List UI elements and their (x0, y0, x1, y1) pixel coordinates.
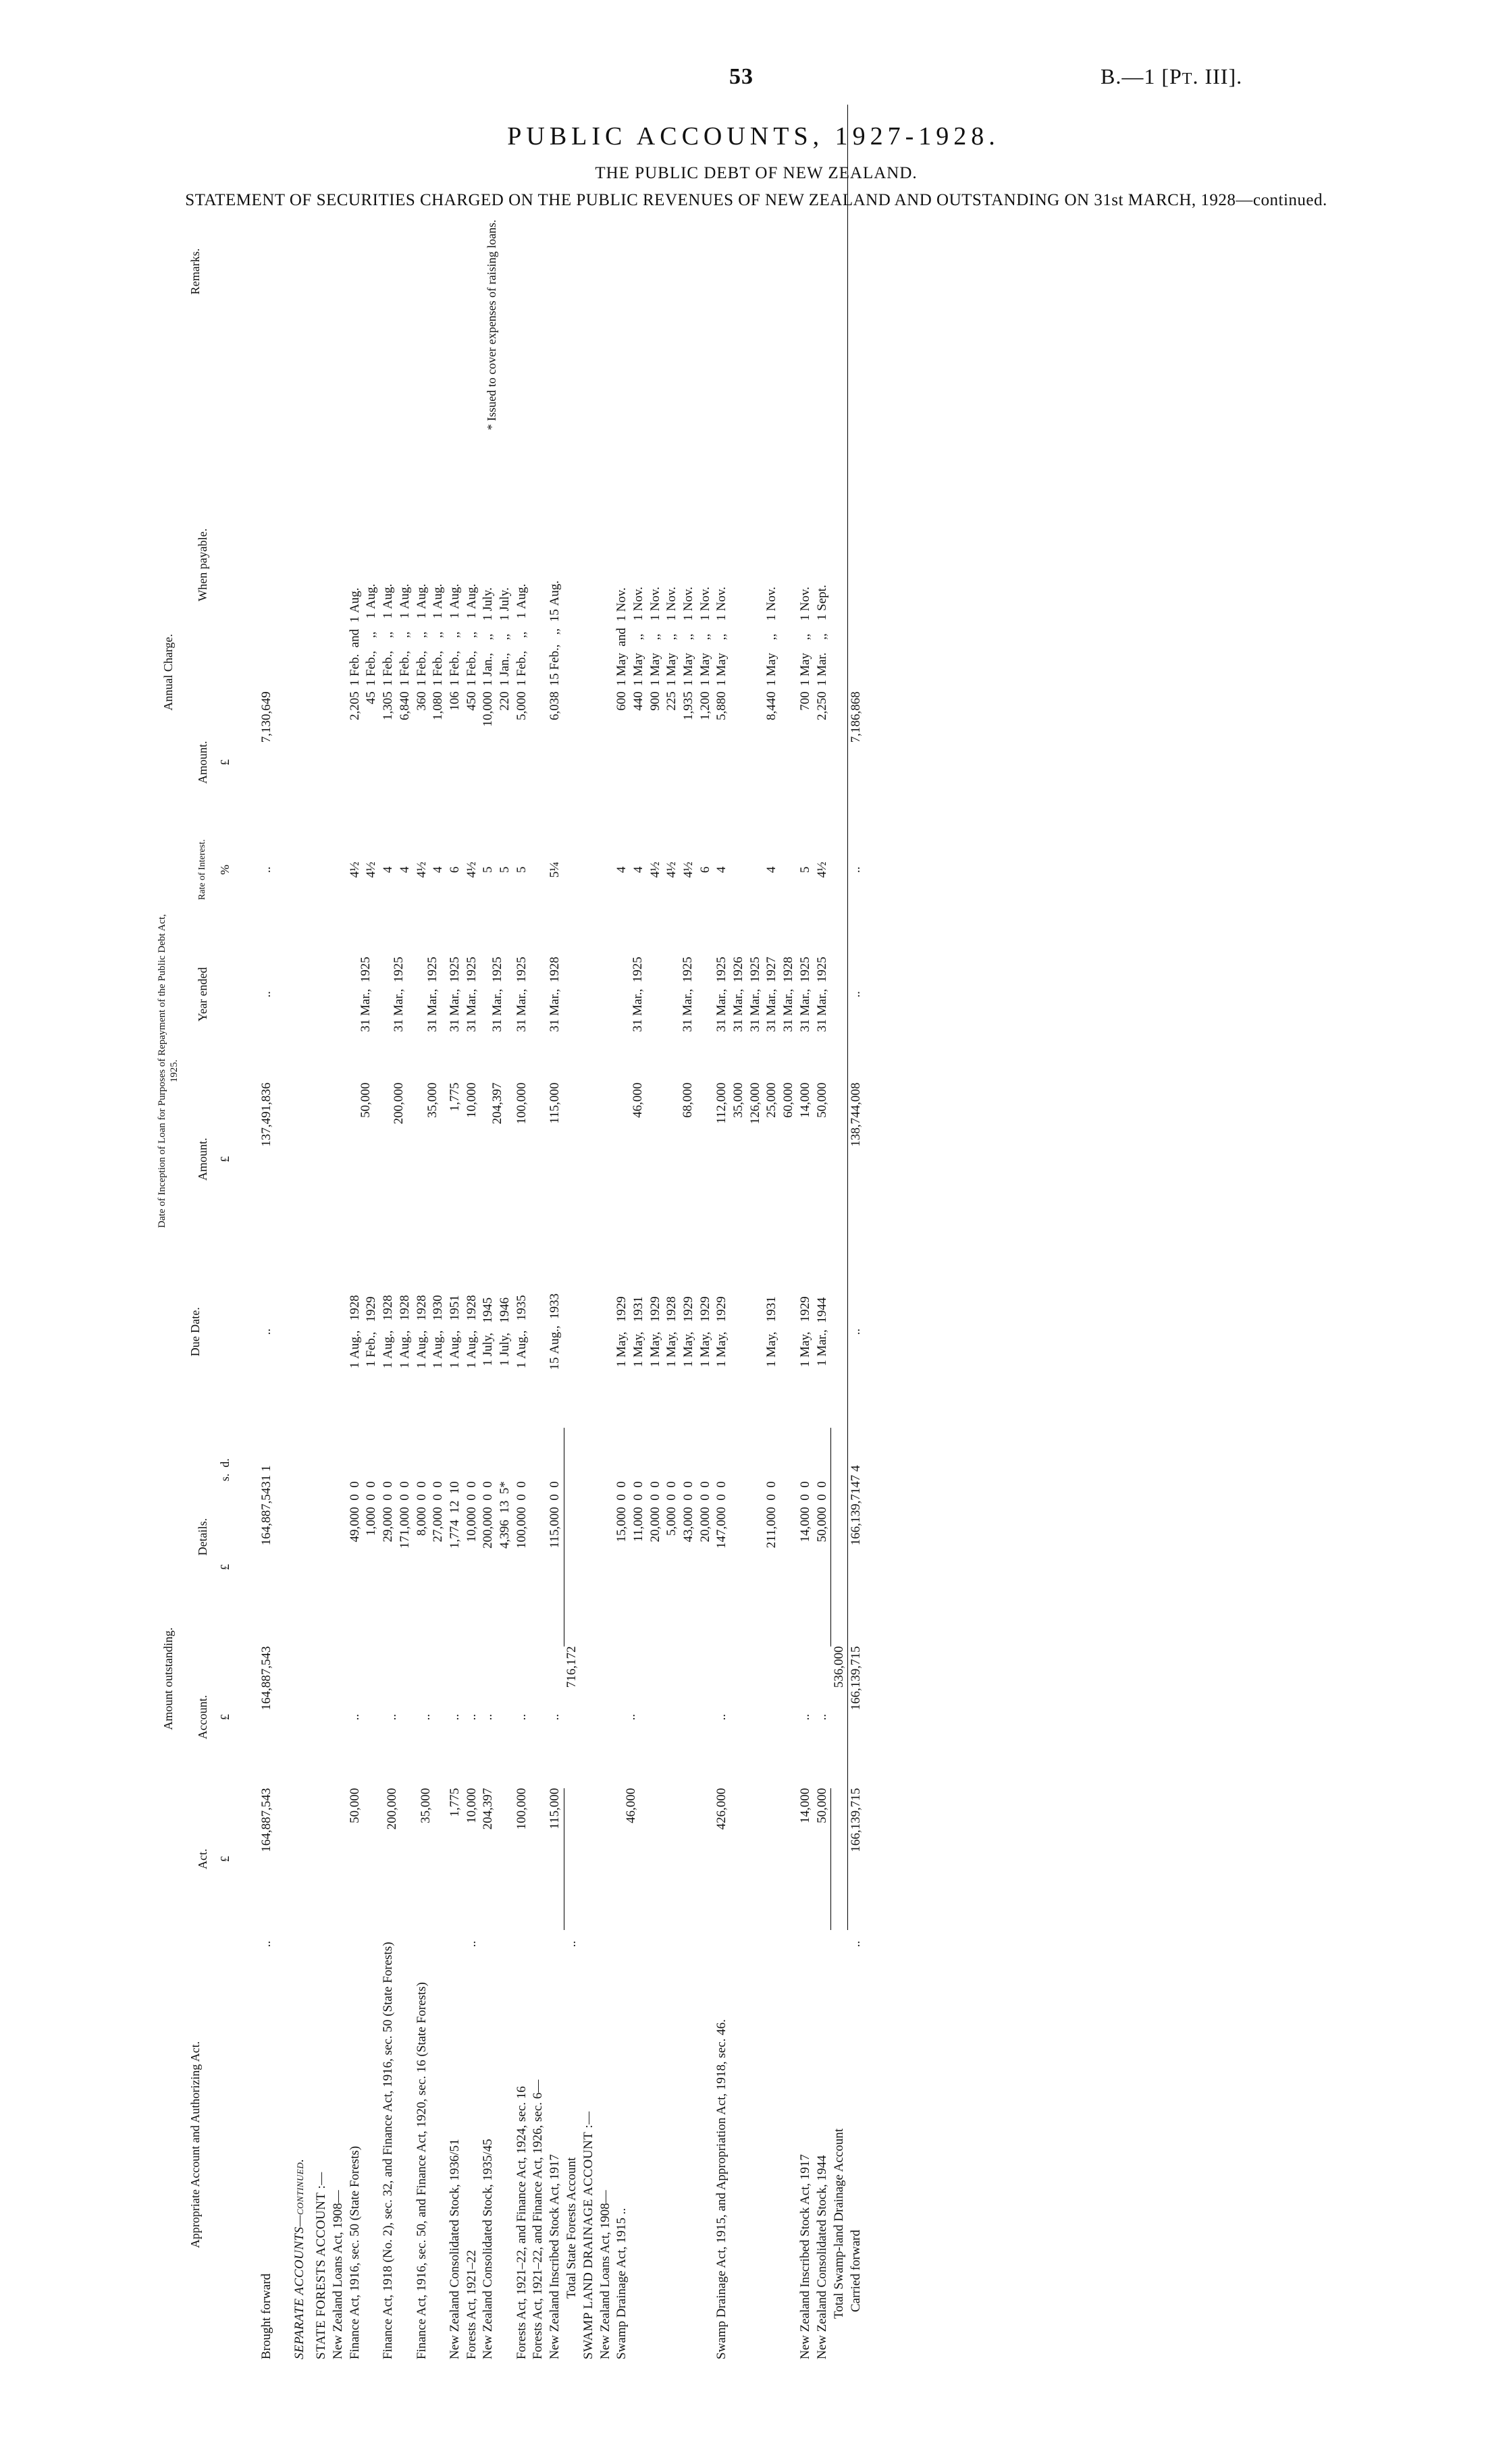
cell-account: .. (797, 1713, 812, 1721)
cell-inception-amount: 115,000 (548, 1082, 562, 1124)
cell-due-date: 1 Aug., 1928 1 Feb., 1929 (347, 1295, 379, 1369)
row-label: New Zealand Consolidated Stock, 1936/51 (447, 2139, 462, 2359)
cell-when-payable (848, 438, 865, 691)
cell-remarks (259, 105, 275, 438)
cell-charge: 1,305 6,840 (381, 691, 412, 720)
cell-charge: 600 440 900 (614, 691, 662, 711)
cell-charge: 106 (447, 691, 462, 711)
unit-inception-pound: £ (218, 1156, 232, 1162)
cell-act-total (564, 1788, 581, 1930)
header-inception-amount: Amount. (195, 1137, 209, 1181)
header-date-inception: Date of Inception of Loan for Purposes of Repayment of the Public Debt Act, 1925. (157, 914, 180, 1228)
table-row (514, 105, 531, 2359)
cell-account: .. (624, 1713, 639, 1721)
cell-charge: 7,130,649 (259, 691, 273, 743)
unit-details-sd: s. d. (218, 1458, 232, 1482)
cell-inception-amount: 1,775 (447, 1082, 462, 1112)
cell-account: .. (548, 1713, 562, 1721)
row-dots: .. (259, 1940, 273, 1948)
footnote-remark: * Issued to cover expenses of raising loans. (485, 219, 499, 431)
unit-year-blank (218, 906, 241, 1082)
cell-inception-amount: 68,000 (681, 1082, 695, 1118)
cell-due-date: 1 May, 1929 (714, 1296, 729, 1368)
cell-details: 15,000 0 0 11,000 0 0 20,000 0 0 (614, 1481, 662, 1543)
cell-rate: 4 (764, 866, 779, 874)
subhead-row (530, 105, 547, 2359)
cell-due-date: 1 Aug., 1951 (447, 1295, 462, 1369)
table-spacer-row-2 (275, 105, 292, 2359)
cell-rate: 4½ (814, 861, 829, 878)
cell-act: 204,397 (481, 1788, 496, 1830)
row-label: Swamp Drainage Act, 1915, and Appropriation Act, 1918, sec. 46. (714, 2019, 729, 2359)
cell-year-ended: 31 Mar., 1927 31 Mar., 1928 (764, 957, 796, 1032)
cell-year-ended: .. (848, 906, 865, 1082)
unit-charge-pound: £ (218, 759, 232, 766)
cell-rate: 6 (447, 866, 462, 874)
subhead-nz-loans-1908-b: New Zealand Loans Act, 1908— (598, 2190, 612, 2359)
document-subtitle: THE PUBLIC DEBT OF NEW ZEALAND. (595, 164, 918, 182)
cell-details: 8,000 0 0 27,000 0 0 (414, 1481, 446, 1543)
table-row (614, 105, 664, 2359)
cell-when-payable: 1 May and 1 Nov. 1 May ,, 1 Nov. 1 May ,, 1 Nov. (614, 587, 662, 687)
cell-charge: 225 1,935 1,200 (664, 691, 712, 720)
cell-year-ended: 31 Mar., 1925 (464, 957, 479, 1032)
row-label: New Zealand Consolidated Stock, 1944 (814, 2155, 829, 2359)
row-label (564, 1930, 581, 2359)
unit-when-blank (218, 438, 241, 691)
cell-due-date: 1 Aug., 1928 1 Aug., 1928 (381, 1295, 412, 1369)
cell-account-total: 716,172 (564, 1646, 579, 1688)
cell-when-payable: 1 Feb., ,, 1 Aug. (514, 583, 529, 687)
cell-year-ended: 31 Mar., 1925 31 Mar., 1926 31 Mar., 1925 (714, 957, 762, 1032)
cell-year-ended: 31 Mar., 1925 (814, 957, 829, 1032)
total-row (831, 105, 848, 2359)
cell-account: 166,139,715 (848, 1646, 865, 1788)
row-label: Finance Act, 1916, sec. 50, and Finance Act, 1920, sec. 16 (State Forests) (414, 1982, 429, 2359)
cell-details: 5,000 0 0 43,000 0 0 20,000 0 0 (664, 1481, 712, 1543)
cell-account: .. (347, 1713, 362, 1721)
section-heading-row (308, 105, 330, 2359)
cell-when-payable: 1 May ,, 1 Nov. 1 May ,, 1 Nov. 1 May ,, 1 Nov. (664, 587, 712, 687)
cell-year-ended: 31 Mar., 1925 (631, 957, 645, 1032)
section-heading-row (581, 105, 598, 2359)
cell-rate: 4 (714, 866, 729, 874)
cell-rate: 4½ (464, 861, 479, 878)
statement-heading: STATEMENT OF SECURITIES CHARGED ON THE PUBLIC REVENUES OF NEW ZEALAND AND OUTSTANDING ON 31st MARCH, 1928—continued. (185, 191, 1327, 209)
cell-account: .. (514, 1713, 529, 1721)
cell-act: 115,000 (548, 1788, 562, 1829)
cell-rate: 4½ 4½ 6 (664, 861, 712, 878)
cell-year-ended: 31 Mar., 1925 (358, 957, 373, 1032)
cell-charge: 2,205 45 (347, 691, 379, 720)
cell-when-payable: 1 Feb., ,, 1 Aug. (447, 583, 462, 687)
row-label (259, 1930, 275, 2359)
cell-details: 100,000 0 0 (514, 1481, 529, 1549)
table-row (764, 105, 797, 2359)
cell-account: .. (714, 1713, 729, 1721)
cell-rate: 4 4 4½ (614, 861, 662, 878)
cell-charge: 450 (464, 691, 479, 711)
total-row (564, 105, 581, 2359)
cell-details: 29,000 0 0 171,000 0 0 (381, 1481, 412, 1549)
table-row (447, 105, 464, 2359)
cell-rate: 5 5 (481, 866, 512, 874)
header-act: Act. (195, 1848, 209, 1869)
table-row (797, 105, 814, 2359)
cell-details: 166,139,714 (848, 1481, 865, 1646)
cell-when-payable: 1 May ,, 1 Nov. (797, 587, 812, 687)
header-due-date: Due Date. (188, 1307, 202, 1357)
cell-rate: 5 (514, 866, 529, 874)
cell-due-date: 1 Mar., 1944 (814, 1297, 829, 1366)
cell-act: 14,000 (797, 1788, 812, 1823)
row-label: New Zealand Consolidated Stock, 1935/45 (481, 2139, 496, 2359)
cell-inception-amount: 112,000 35,000 126,000 (714, 1082, 762, 1125)
cell-inception-amount: 25,000 60,000 (764, 1082, 796, 1118)
cell-inception-amount: 10,000 (464, 1082, 479, 1118)
table-spacer-row (241, 105, 259, 2359)
cell-act: 50,000 (347, 1788, 362, 1823)
cell-rate: .. (848, 833, 865, 906)
cell-due-date: 1 Aug., 1935 (514, 1295, 529, 1369)
row-label-text: Carried forward (848, 2230, 863, 2312)
table-row (347, 105, 380, 2359)
row-label: New Zealand Inscribed Stock Act, 1917 (797, 2154, 812, 2359)
cell-charge: 5,880 (714, 691, 729, 720)
cell-rate: 4 4 (381, 866, 412, 874)
cell-act: 50,000 (814, 1788, 829, 1823)
row-label-text: Brought forward (259, 2273, 273, 2359)
cell-when-payable: 15 Feb., ,, 15 Aug. (548, 580, 562, 687)
table-row (814, 105, 831, 2359)
cell-details: 115,000 0 0 (548, 1481, 562, 1549)
cell-when-payable: 1 Feb., ,, 1 Aug. 1 Feb., ,, 1 Aug. (381, 583, 412, 687)
cell-account: 164,887,543 (259, 1646, 273, 1711)
cell-account: .. (447, 1713, 462, 1721)
cell-inception-amount: 50,000 (358, 1082, 373, 1118)
cell-inception-amount: 50,000 (814, 1082, 829, 1118)
cell-when-payable: 1 Feb. and 1 Aug. 1 Feb., ,, 1 Aug. (347, 583, 379, 687)
subhead-row (598, 105, 614, 2359)
cell-inception-amount: 35,000 (425, 1082, 440, 1118)
section-state-forests: STATE FORESTS ACCOUNT :— (314, 2172, 329, 2359)
cell-year-ended: 31 Mar., 1928 (548, 957, 562, 1032)
cell-due-date: 1 Aug., 1928 1 Aug., 1930 (414, 1295, 446, 1369)
cell-act: 164,887,543 (259, 1788, 273, 1852)
header-rate-of-interest: Rate of Interest. (197, 839, 208, 901)
cell-account: .. (481, 1713, 496, 1721)
cell-account: .. (418, 1713, 433, 1721)
cell-charge: 10,000 220 (481, 691, 512, 727)
subhead-nz-loans-1908: New Zealand Loans Act, 1908— (331, 2190, 346, 2359)
cell-year-ended: 31 Mar., 1925 (447, 957, 462, 1032)
subhead-row (330, 105, 347, 2359)
cell-year-ended: .. (259, 991, 273, 998)
cell-when-payable: 1 Feb., ,, 1 Aug. (464, 583, 479, 687)
table-header-group-row (149, 105, 187, 2359)
cell-inception-amount: 14,000 (797, 1082, 812, 1118)
cell-details: 50,000 0 0 (814, 1481, 829, 1543)
page-number: 53 (729, 64, 754, 89)
cell-due-date: 1 Aug., 1928 (464, 1295, 479, 1369)
cell-inception-amount: 100,000 (514, 1082, 529, 1125)
cell-rate: .. (259, 866, 273, 874)
cell-details: 14,000 0 0 (797, 1481, 812, 1543)
row-dots: .. (848, 1940, 863, 1948)
header-when-payable: When payable. (195, 528, 209, 601)
cell-due-date: 1 May, 1928 1 May, 1929 1 May, 1929 (664, 1296, 712, 1368)
cell-year-ended: 31 Mar., 1925 (681, 957, 695, 1032)
row-dots: .. (464, 1940, 479, 1948)
header-amount-outstanding: Amount outstanding. (161, 1627, 175, 1730)
cell-details: 164,887,543 (259, 1481, 273, 1546)
cell-account-total: 536,000 (831, 1646, 846, 1688)
cell-account: .. (464, 1713, 479, 1721)
cell-act: 426,000 (714, 1788, 729, 1830)
unit-act-pound: £ (218, 1856, 232, 1863)
cell-due-date: 1 July, 1945 1 July, 1946 (481, 1297, 512, 1366)
header-remarks: Remarks. (188, 248, 202, 295)
cell-inception-amount: 204,397 (490, 1082, 505, 1125)
cell-inception-amount: 200,000 (392, 1082, 406, 1125)
row-dots: .. (564, 1940, 579, 1948)
header-charge-amount: Amount. (195, 741, 209, 784)
row-label (664, 1930, 714, 2359)
header-account-act: Appropriate Account and Authorizing Act. (188, 2041, 202, 2249)
row-label: Total Swamp-land Drainage Account (831, 2128, 846, 2319)
cell-act: 1,775 (447, 1788, 462, 1817)
row-label (464, 1930, 481, 2359)
statement-table-rotated (149, 105, 1358, 2359)
cell-due-date: 1 May, 1929 1 May, 1931 1 May, 1929 (614, 1296, 662, 1368)
cell-due-date: 1 May, 1931 (764, 1296, 779, 1368)
cell-remarks (347, 105, 380, 438)
table-row (480, 105, 513, 2359)
header-account: Account. (195, 1694, 209, 1740)
cell-charge: 360 1,080 (414, 691, 446, 720)
carried-forward-row (848, 105, 865, 2359)
cell-due-date: .. (259, 1329, 273, 1335)
cell-details-sd: 1 1 (259, 1465, 273, 1482)
subhead-forests-finance-1926: Forests Act, 1921–22, and Finance Act, 1926, sec. 6— (531, 2079, 546, 2359)
row-label: Forests Act, 1921–22, and Finance Act, 1924, sec. 16 (514, 2086, 529, 2359)
unit-details-pound: £ (218, 1563, 232, 1570)
page-reference: B.—1 [PT. III]. (1101, 64, 1243, 88)
cell-year-ended: 31 Mar., 1925 (425, 957, 440, 1032)
cell-charge: 5,000 (514, 691, 529, 720)
cell-rate: 4½ 4 (414, 861, 446, 878)
header-details: Details. (195, 1518, 209, 1556)
cell-account: .. (385, 1713, 400, 1721)
cell-charge: 6,038 (548, 691, 562, 720)
unit-account-pound: £ (218, 1714, 232, 1721)
cell-act: 166,139,715 (848, 1788, 865, 1930)
cell-details: 211,000 0 0 (764, 1481, 779, 1549)
cell-details: 147,000 0 0 (714, 1481, 729, 1549)
page-title: PUBLIC ACCOUNTS, 1927-1928. (507, 122, 1000, 151)
cell-when-payable: 1 Jan., ,, 1 July. 1 Jan., ,, 1 July. (481, 587, 512, 687)
cell-charge: 8,440 (764, 691, 779, 720)
cell-when-payable: 1 Mar. ,, 1 Sept. (814, 585, 829, 687)
cell-when-payable (259, 438, 275, 691)
cell-when-payable: 1 May ,, 1 Nov. (714, 587, 729, 687)
cell-details: 1,774 12 10 (447, 1481, 462, 1549)
table-row (547, 105, 564, 2359)
header-year-ended: Year ended (195, 967, 209, 1022)
cell-rate: 4½ 4½ (347, 861, 379, 878)
table-row (259, 105, 275, 2359)
cell-charge: 7,186,868 (848, 691, 865, 833)
cell-inception-amount: 138,744,008 (848, 1083, 865, 1236)
header-annual-charge: Annual Charge. (161, 633, 175, 711)
cell-rate: 5 (797, 866, 812, 874)
row-label: Swamp Drainage Act, 1915 .. (614, 2207, 629, 2359)
cell-act: 46,000 (624, 1788, 639, 1823)
row-label-text: Forests Act, 1921–22 (464, 2249, 479, 2359)
cell-account: .. (814, 1713, 829, 1721)
cell-details: 200,000 0 0 4,396 13 5* (481, 1481, 512, 1549)
cell-charge: 700 (797, 691, 812, 711)
cell-year-ended: 31 Mar., 1925 (490, 957, 505, 1032)
cell-due-date: 1 May, 1929 (797, 1296, 812, 1368)
cell-inception-amount: 137,491,836 (259, 1082, 273, 1147)
cell-act: 35,000 (418, 1788, 433, 1823)
unit-rate-percent: % (218, 864, 232, 875)
table-row (464, 105, 481, 2359)
cell-act: 200,000 (385, 1788, 400, 1830)
cell-details-total (564, 1481, 581, 1646)
cell-details-sd: 7 4 (848, 1428, 865, 1482)
cell-act: 10,000 (464, 1788, 479, 1823)
section-swamp-land-drainage: SWAMP LAND DRAINAGE ACCOUNT :— (581, 2111, 596, 2359)
cell-rate: 5¼ (548, 861, 562, 878)
table-row (714, 105, 764, 2359)
cell-due-date: .. (848, 1236, 865, 1428)
cell-remarks (848, 105, 865, 438)
cell-charge: 2,250 (814, 691, 829, 720)
row-label: Finance Act, 1918 (No. 2), sec. 32, and Finance Act, 1916, sec. 50 (State Forests) (381, 1941, 396, 2359)
cell-when-payable: 1 May ,, 1 Nov. (764, 587, 779, 687)
cell-when-payable: 1 Feb., ,, 1 Aug. 1 Feb., ,, 1 Aug. (414, 583, 446, 687)
securities-table (149, 105, 865, 2359)
table-row (414, 105, 447, 2359)
cell-act: 100,000 (514, 1788, 529, 1830)
row-label: New Zealand Inscribed Stock Act, 1917 (548, 2154, 562, 2359)
cell-year-ended: 31 Mar., 1925 (514, 957, 529, 1032)
table-row (380, 105, 413, 2359)
row-label-text: Total State Forests Account (564, 2157, 579, 2299)
section-separate-accounts: SEPARATE ACCOUNTS—continued. (292, 2158, 307, 2359)
cell-details: 49,000 0 0 1,000 0 0 (347, 1481, 379, 1543)
table-row (664, 105, 714, 2359)
cell-inception-amount: 46,000 (631, 1082, 645, 1118)
cell-year-ended: 31 Mar., 1925 (797, 957, 812, 1032)
row-label: Finance Act, 1916, sec. 50 (State Forests) (347, 2145, 362, 2359)
cell-year-ended: 31 Mar., 1925 (392, 957, 406, 1032)
cell-details: 10,000 0 0 (464, 1481, 479, 1543)
cell-due-date: 15 Aug., 1933 (548, 1293, 562, 1370)
row-label (848, 1930, 865, 2359)
section-heading-row (292, 105, 309, 2359)
